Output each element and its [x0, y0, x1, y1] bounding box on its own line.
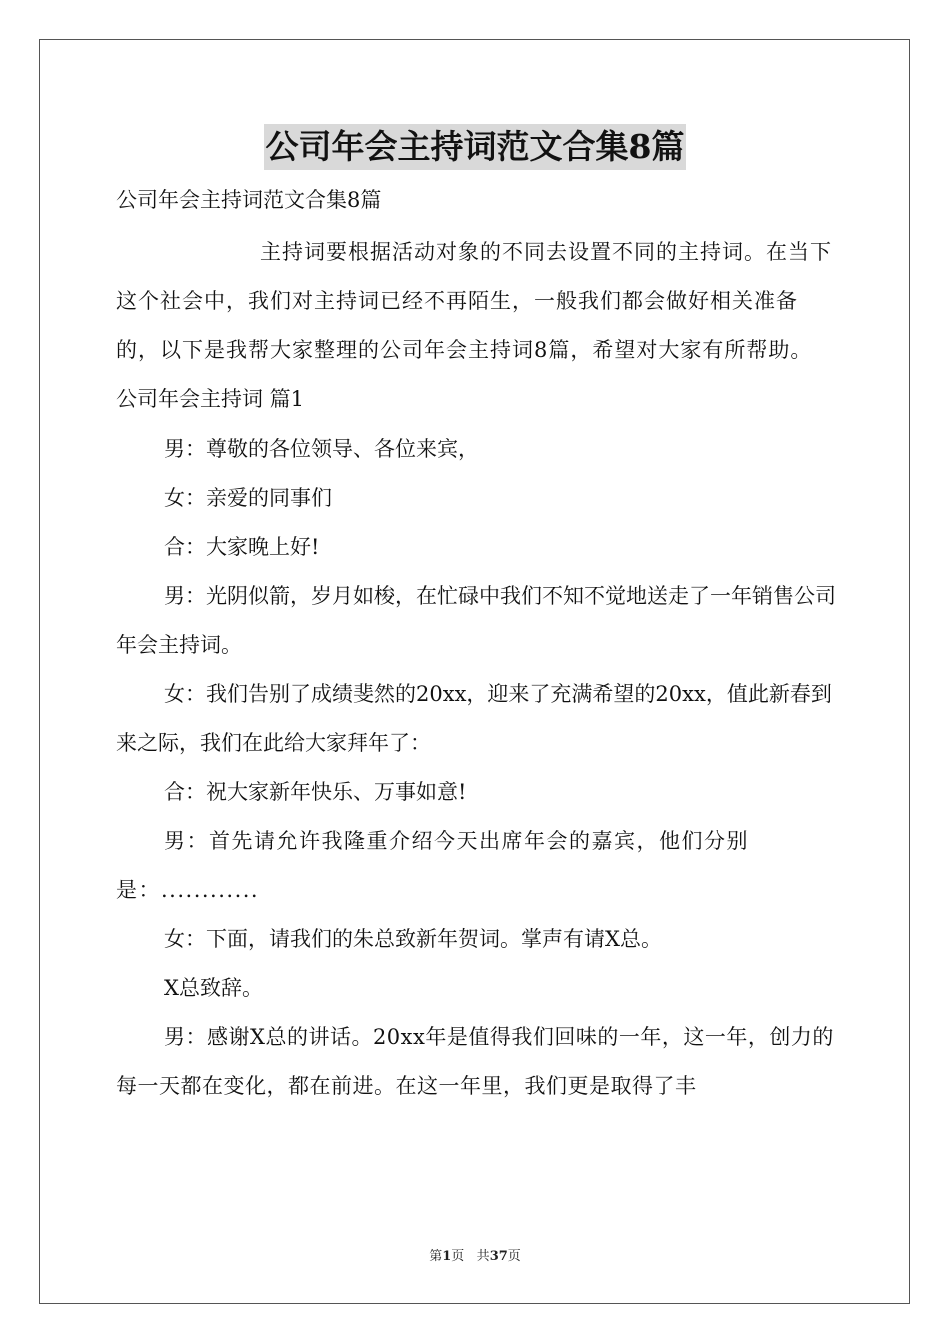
dialogue-line: 合：大家晚上好!	[164, 535, 320, 559]
dialogue-line: 女：亲爱的同事们	[164, 486, 332, 510]
title-wrap	[0, 124, 950, 170]
section-heading: 公司年会主持词 篇1	[116, 387, 305, 411]
document-body	[116, 180, 836, 1111]
dialogue-line: 男：首先请允许我隆重介绍今天出席年会的嘉宾，他们分别是：............	[116, 829, 749, 902]
page-prefix: 第	[429, 1249, 443, 1264]
document-subtitle: 公司年会主持词范文合集8篇	[116, 188, 382, 212]
total-suffix: 页	[507, 1249, 521, 1264]
total-prefix: 共	[476, 1249, 490, 1264]
dialogue-line: 女：下面，请我们的朱总致新年贺词。掌声有请X总。	[164, 927, 662, 951]
dialogue-line: 男：感谢X总的讲话。20xx年是值得我们回味的一年，这一年，创力的每一天都在变化，都在前进。在这一年里，我们更是取得了丰	[116, 1025, 834, 1098]
page-footer	[0, 1245, 950, 1264]
page-number: 1	[442, 1249, 452, 1264]
dialogue-line: X总致辞。	[164, 976, 263, 1000]
document-title: 公司年会主持词范文合集8篇	[264, 124, 687, 170]
page-suffix: 页	[451, 1249, 465, 1264]
dialogue-line: 女：我们告别了成绩斐然的20xx，迎来了充满希望的20xx，值此新春到来之际，我们在此给大家拜年了：	[116, 682, 832, 755]
dialogue-line: 男：光阴似箭，岁月如梭，在忙碌中我们不知不觉地送走了一年销售公司年会主持词。	[116, 584, 836, 657]
intro-paragraph: 主持词要根据活动对象的不同去设置不同的主持词。在当下这个社会中，我们对主持词已经不再陌生，一般我们都会做好相关准备的，以下是我帮大家整理的公司年会主持词8篇，希望对大家有所帮助。	[116, 240, 832, 362]
total-pages: 37	[489, 1249, 508, 1264]
dialogue-line: 男：尊敬的各位领导、各位来宾，	[164, 437, 479, 461]
dialogue-line: 合：祝大家新年快乐、万事如意!	[164, 780, 467, 804]
